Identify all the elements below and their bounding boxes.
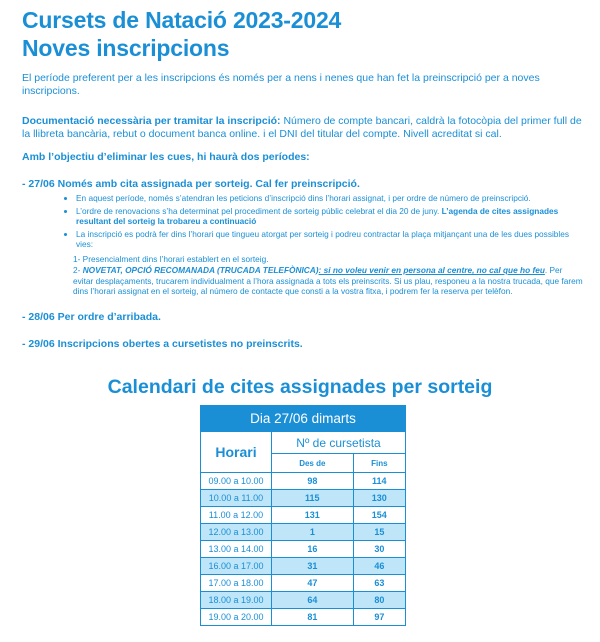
time-cell: 19.00 a 20.00 (201, 609, 272, 626)
to-cell: 114 (353, 473, 405, 490)
documentation-text: Número de compte bancari, caldrà la fotocòpia del primer full de la llibreta bancària, rebut o document banca online. i el DNI del titular del compte. Nivell acreditat si cal. (22, 115, 582, 140)
from-cell: 64 (272, 592, 354, 609)
table-number-header: Nº de cursetista (272, 432, 406, 454)
period-2-heading: - 28/06 Per ordre d’arribada. (22, 310, 161, 323)
time-cell: 18.00 a 19.00 (201, 592, 272, 609)
from-cell: 1 (272, 524, 354, 541)
table-row (201, 507, 406, 524)
page-title (22, 6, 584, 62)
from-cell: 131 (272, 507, 354, 524)
to-cell: 154 (353, 507, 405, 524)
to-cell: 80 (353, 592, 405, 609)
time-cell: 17.00 a 18.00 (201, 575, 272, 592)
table-row (201, 473, 406, 490)
time-cell: 12.00 a 13.00 (201, 524, 272, 541)
bullet-2-bold: L’agenda de cites assignades resultant del sorteig la trobareu a continuació (76, 205, 559, 226)
time-cell: 13.00 a 14.00 (201, 541, 272, 558)
calendar-title: Calendari de cites assignades per sorteig (107, 376, 493, 398)
table-row (201, 609, 406, 626)
table-to-header: Fins (353, 454, 405, 473)
period-1-bullets (22, 193, 584, 250)
to-cell: 97 (353, 609, 405, 626)
option-2-underlined: : si no voleu venir en persona al centre, no cal que ho feu (318, 265, 545, 275)
time-cell: 16.00 a 17.00 (201, 558, 272, 575)
table-row (201, 541, 406, 558)
table-horari-header: Horari (201, 432, 272, 473)
table-row (201, 558, 406, 575)
from-cell: 47 (272, 575, 354, 592)
period-1-heading: - 27/06 Només amb cita assignada per sorteig. Cal fer preinscripció. (22, 178, 360, 190)
table-row (201, 575, 406, 592)
option-2 (73, 265, 584, 297)
time-cell: 11.00 a 12.00 (201, 507, 272, 524)
from-cell: 81 (272, 609, 354, 626)
from-cell: 31 (272, 558, 354, 575)
from-cell: 98 (272, 473, 354, 490)
option-2-number: 2- (73, 265, 83, 275)
from-cell: 16 (272, 541, 354, 558)
title-line-2: Noves inscripcions (22, 35, 230, 61)
to-cell: 46 (353, 558, 405, 575)
documentation-label: Documentació necessària per tramitar la inscripció: (22, 115, 281, 127)
to-cell: 15 (353, 524, 405, 541)
time-cell: 09.00 a 10.00 (201, 473, 272, 490)
option-2-highlight: NOVETAT, OPCIÓ RECOMANADA (TRUCADA TELEFÒNICA) (82, 265, 319, 275)
options-list (73, 254, 584, 297)
option-2-rest: . Per evitar desplaçaments, trucarem individualment a l’hora assignada a tots els preinscrits. Si us plau, responeu a la nostra trucada, que farem dins l’horari assignat en el sorteig, al número de contacte que consti a la vostra fitxa, i podrem fer la reserva per telèfon. (73, 265, 583, 296)
to-cell: 130 (353, 490, 405, 507)
table-day-header: Dia 27/06 dimarts (201, 406, 406, 432)
bullet-item: • La inscripció es podrà fer dins l’horari que tingueu atorgat per sorteig i podreu contractar la plaça mitjançant una de les dues possibles vies: (76, 229, 584, 250)
title-line-1: Cursets de Natació 2023-2024 (22, 7, 342, 33)
appointments-table (200, 405, 406, 626)
table-row (201, 592, 406, 609)
from-cell: 115 (272, 490, 354, 507)
table-row (201, 524, 406, 541)
document (22, 6, 584, 351)
to-cell: 30 (353, 541, 405, 558)
to-cell: 63 (353, 575, 405, 592)
time-cell: 10.00 a 11.00 (201, 490, 272, 507)
table-from-header: Des de (272, 454, 354, 473)
bullet-item (76, 206, 584, 227)
documentation-paragraph (22, 115, 584, 141)
goal-statement: Amb l’objectiu d’eliminar les cues, hi haurà dos períodes: (22, 151, 310, 163)
intro-paragraph: El període preferent per a les inscripcions és només per a nens i nenes que han fet la preinscripció per a noves inscripcions. (22, 72, 540, 97)
option-1: 1- Presencialment dins l’horari establert en el sorteig. (73, 253, 269, 264)
period-3-heading: - 29/06 Inscripcions obertes a cursetistes no preinscrits. (22, 337, 303, 350)
table-row (201, 490, 406, 507)
bullet-2-text: L’ordre de renovacions s’ha determinat pel procediment de sorteig públic celebrat el dia 20 de juny. (76, 205, 442, 216)
bullet-item: • En aquest període, només s’atendran les peticions d’inscripció dins l’horari assignat, i per ordre de número de preinscripció. (76, 193, 584, 204)
